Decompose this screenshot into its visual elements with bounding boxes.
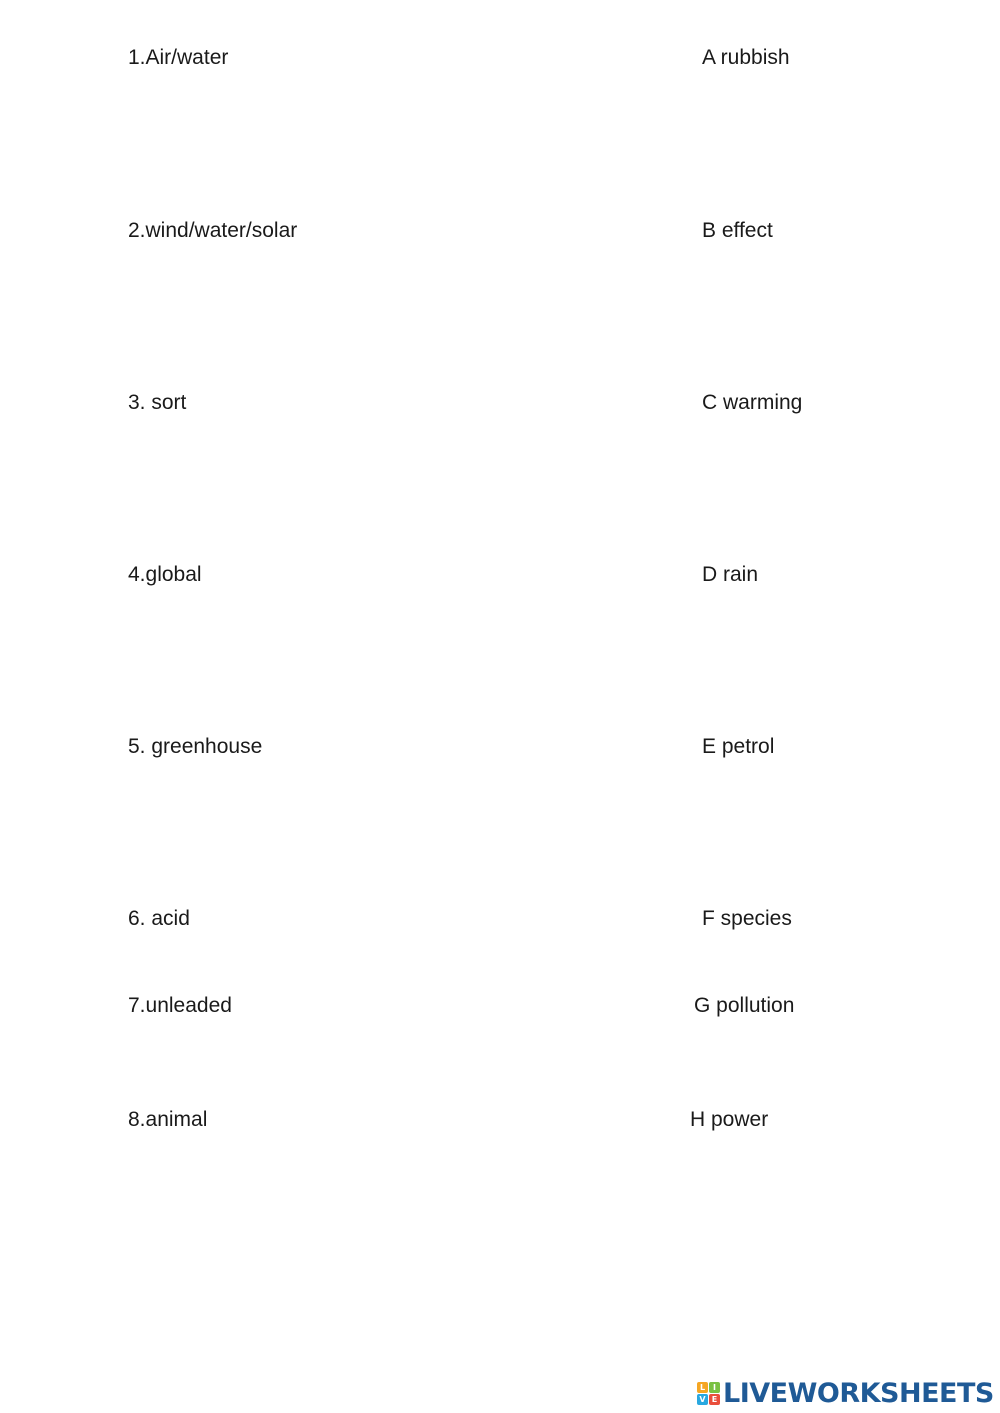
- left-item-4: 4.global: [128, 563, 202, 586]
- left-item-5: 5. greenhouse: [128, 735, 263, 758]
- right-item-d: D rain: [702, 563, 759, 586]
- right-item-h: H power: [690, 1108, 769, 1131]
- left-item-6: 6. acid: [128, 907, 190, 930]
- right-item-a: A rubbish: [702, 46, 790, 69]
- brand-name: LIVEWORKSHEETS: [723, 1377, 994, 1409]
- left-item-3: 3. sort: [128, 391, 187, 414]
- left-item-1: 1.Air/water: [128, 46, 229, 69]
- right-item-g: G pollution: [694, 994, 795, 1017]
- right-item-e: E petrol: [702, 735, 775, 758]
- right-item-f: F species: [702, 907, 792, 930]
- right-item-c: C warming: [702, 391, 803, 414]
- left-item-8: 8.animal: [128, 1108, 208, 1131]
- right-item-b: B effect: [702, 219, 773, 242]
- left-item-2: 2.wind/water/solar: [128, 219, 298, 242]
- left-item-7: 7.unleaded: [128, 994, 232, 1017]
- liveworksheets-brand: [697, 1376, 994, 1410]
- liveworksheets-logo-icon: L I V E: [697, 1382, 720, 1405]
